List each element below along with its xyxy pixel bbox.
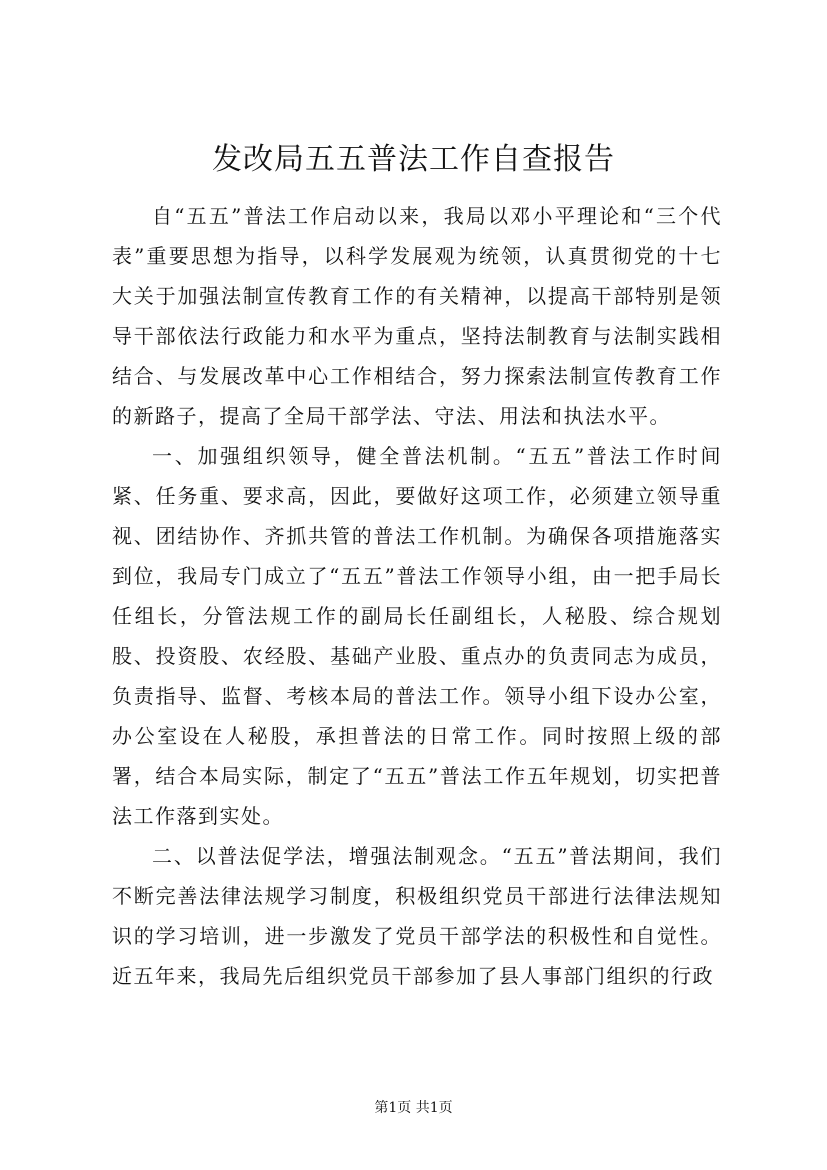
- paragraph-intro: 自“五五”普法工作启动以来，我局以邓小平理论和“三个代表”重要思想为指导，以科学发展观为统领，认真贯彻党的十七大关于加强法制宣传教育工作的有关精神，以提高干部特别是领导干部依法行政能力和水平为重点，坚持法制教育与法制实践相结合、与发展改革中心工作相结合，努力探索法制宣传教育工作的新路子，提高了全局干部学法、守法、用法和执法水平。: [112, 204, 722, 428]
- document-body: [112, 196, 722, 996]
- page-footer: 第1页 共1页: [374, 1100, 453, 1116]
- paragraph-section-1: 一、加强组织领导，健全普法机制。“五五”普法工作时间紧、任务重、要求高，因此，要做好这项工作，必须建立领导重视、团结协作、齐抓共管的普法工作机制。为确保各项措施落实到位，我局专门成立了“五五”普法工作领导小组，由一把手局长任组长，分管法规工作的副局长任副组长，人秘股、综合规划股、投资股、农经股、基础产业股、重点办的负责同志为成员，负责指导、监督、考核本局的普法工作。领导小组下设办公室，办公室设在人秘股，承担普法的日常工作。同时按照上级的部署，结合本局实际，制定了“五五”普法工作五年规划，切实把普法工作落到实处。: [112, 444, 722, 828]
- document-title: 发改局五五普法工作自查报告: [212, 142, 615, 177]
- paragraph-section-2: 二、以普法促学法，增强法制观念。“五五”普法期间，我们不断完善法律法规学习制度，积极组织党员干部进行法律法规知识的学习培训，进一步激发了党员干部学法的积极性和自觉性。近五年来，我局先后组织党员干部参加了县人事部门组织的行政: [112, 844, 722, 988]
